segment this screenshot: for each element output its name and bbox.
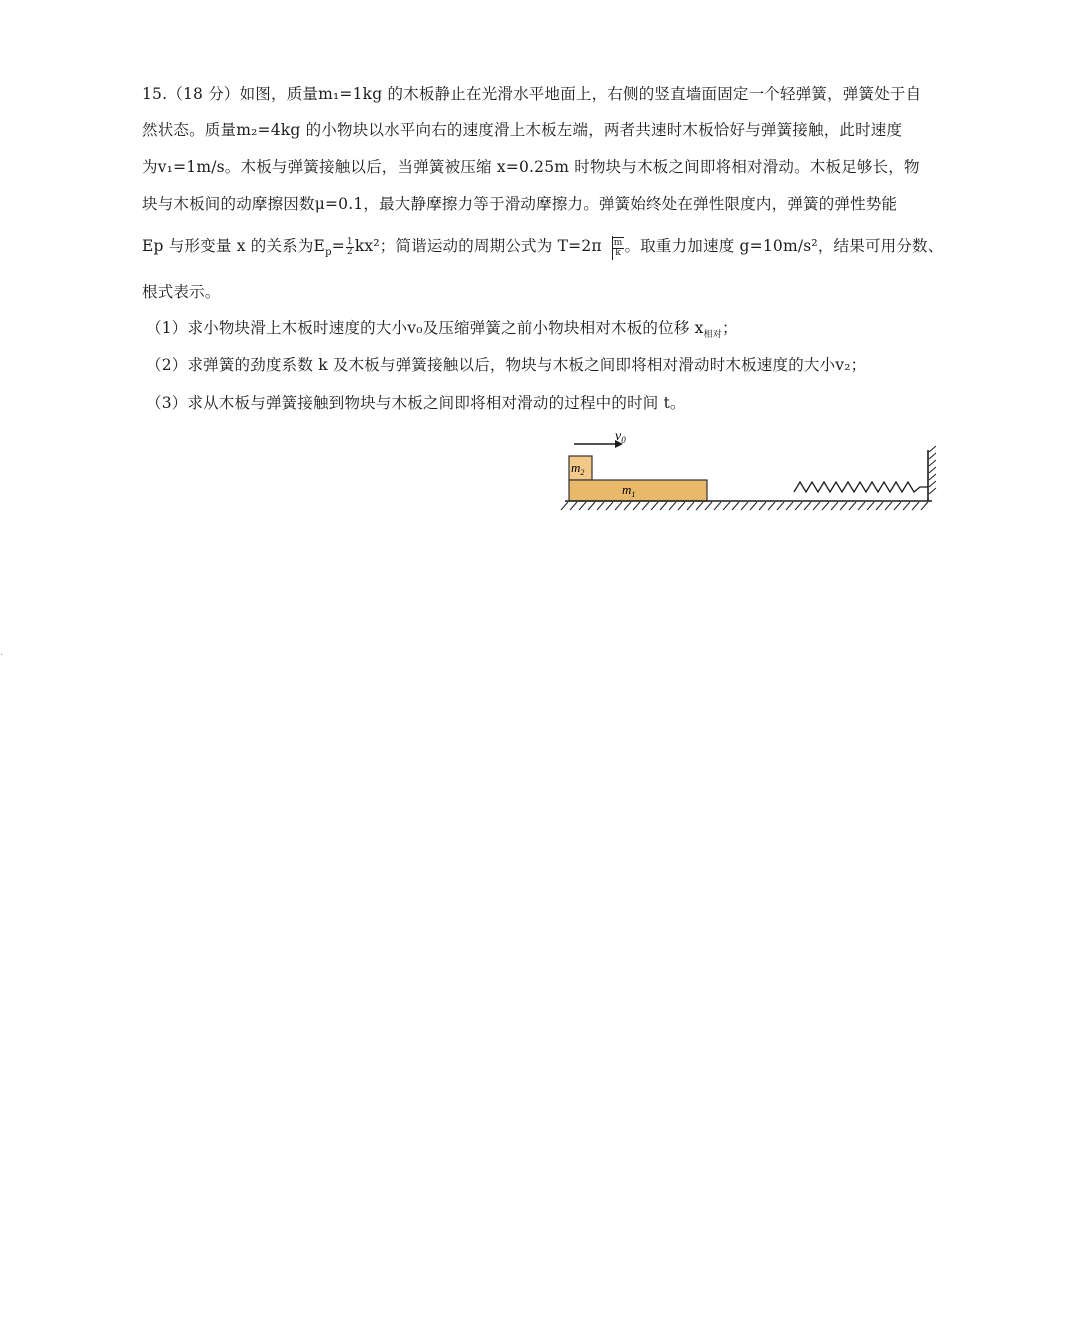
hatch-mark	[723, 502, 730, 510]
sqrt-denominator: k	[615, 247, 621, 258]
hatch-mark	[705, 502, 712, 510]
v0-label: $v_0$	[615, 432, 626, 445]
margin-mark: ·	[0, 650, 4, 661]
period-formula-text: kx²；简谐运动的周期公式为 T=2π	[354, 237, 602, 255]
question-1	[146, 318, 738, 345]
hatch-mark	[588, 502, 595, 510]
hatch-mark	[804, 502, 811, 510]
question-1-subscript: 相对	[703, 330, 723, 341]
hatch-mark	[840, 502, 847, 510]
question-2: （2）求弹簧的劲度系数 k 及木板与弹簧接触以后，物块与木板之间即将相对滑动时木板速度的大小v₂；	[146, 356, 867, 374]
hatch-mark	[822, 502, 829, 510]
hatch-mark	[660, 502, 667, 510]
half-denominator: 2	[346, 246, 353, 257]
hatch-mark	[813, 502, 820, 510]
hatch-mark	[849, 502, 856, 510]
hatch-mark	[597, 502, 604, 510]
hatch-mark	[579, 502, 586, 510]
wall-hatch-mark	[929, 467, 936, 473]
question-1-text: （1）求小物块滑上木板时速度的大小v₀及压缩弹簧之前小物块相对木板的位移 x	[146, 319, 704, 337]
hatch-mark	[642, 502, 649, 510]
board-m1	[569, 480, 707, 501]
wall-hatching	[929, 446, 936, 494]
question-3: （3）求从木板与弹簧接触到物块与木板之间即将相对滑动的过程中的时间 t。	[146, 394, 686, 412]
gravity-text: 。取重力加速度 g=10m/s²，结果可用分数、	[624, 237, 944, 255]
hatch-mark	[786, 502, 793, 510]
sqrt-m-over-k	[602, 236, 625, 258]
problem-line-4: 块与木板间的动摩擦因数μ=0.1，最大静摩擦力等于滑动摩擦力。弹簧始终处在弹性限度内，弹簧的弹性势能	[142, 195, 898, 213]
hatch-mark	[885, 502, 892, 510]
energy-formula-prefix: Ep 与形变量 x 的关系为E	[142, 237, 326, 255]
hatch-mark	[615, 502, 622, 510]
hatch-mark	[696, 502, 703, 510]
hatch-mark	[858, 502, 865, 510]
problem-line-2: 然状态。质量m₂=4kg 的小物块以水平向右的速度滑上木板左端，两者共速时木板恰好与弹簧接触，此时速度	[142, 121, 903, 139]
wall-hatch-mark	[929, 453, 936, 459]
equals-sign: =	[331, 237, 345, 255]
hatch-mark	[570, 502, 577, 510]
hatch-mark	[687, 502, 694, 510]
hatch-mark	[678, 502, 685, 510]
physics-diagram	[560, 432, 940, 522]
ep-subscript: p	[325, 247, 332, 259]
hatch-mark	[561, 502, 568, 510]
wall-hatch-mark	[929, 488, 936, 494]
spring	[794, 482, 928, 492]
hatch-mark	[903, 502, 910, 510]
hatch-mark	[624, 502, 631, 510]
hatch-mark	[732, 502, 739, 510]
hatch-mark	[714, 502, 721, 510]
m2-label: $m_2$	[571, 460, 585, 477]
hatch-mark	[921, 502, 928, 510]
problem-line-1: 15.（18 分）如图，质量m₁=1kg 的木板静止在光滑水平地面上，右侧的竖直墙面固定一个轻弹簧，弹簧处于自	[142, 85, 922, 103]
hatch-mark	[633, 502, 640, 510]
problem-line-5	[142, 236, 943, 263]
hatch-mark	[768, 502, 775, 510]
wall-hatch-mark	[929, 446, 936, 452]
hatch-mark	[759, 502, 766, 510]
sqrt-numerator: m	[613, 237, 623, 248]
hatch-mark	[876, 502, 883, 510]
wall-hatch-mark	[929, 481, 936, 487]
problem-line-3: 为v₁=1m/s。木板与弹簧接触以后，当弹簧被压缩 x=0.25m 时物块与木板之间即将相对滑动。木板足够长，物	[142, 158, 920, 176]
hatch-mark	[831, 502, 838, 510]
hatch-mark	[894, 502, 901, 510]
hatch-mark	[669, 502, 676, 510]
ground-hatching	[561, 502, 928, 510]
half-fraction	[346, 238, 354, 257]
wall-hatch-mark	[929, 474, 936, 480]
wall-hatch-mark	[929, 460, 936, 466]
hatch-mark	[912, 502, 919, 510]
hatch-mark	[741, 502, 748, 510]
question-1-end: ；	[722, 319, 738, 337]
hatch-mark	[777, 502, 784, 510]
hatch-mark	[606, 502, 613, 510]
hatch-mark	[651, 502, 658, 510]
hatch-mark	[867, 502, 874, 510]
m1-label: $m_1$	[622, 482, 636, 499]
hatch-mark	[795, 502, 802, 510]
hatch-mark	[750, 502, 757, 510]
half-numerator: 1	[346, 236, 353, 247]
problem-line-6: 根式表示。	[142, 283, 221, 301]
